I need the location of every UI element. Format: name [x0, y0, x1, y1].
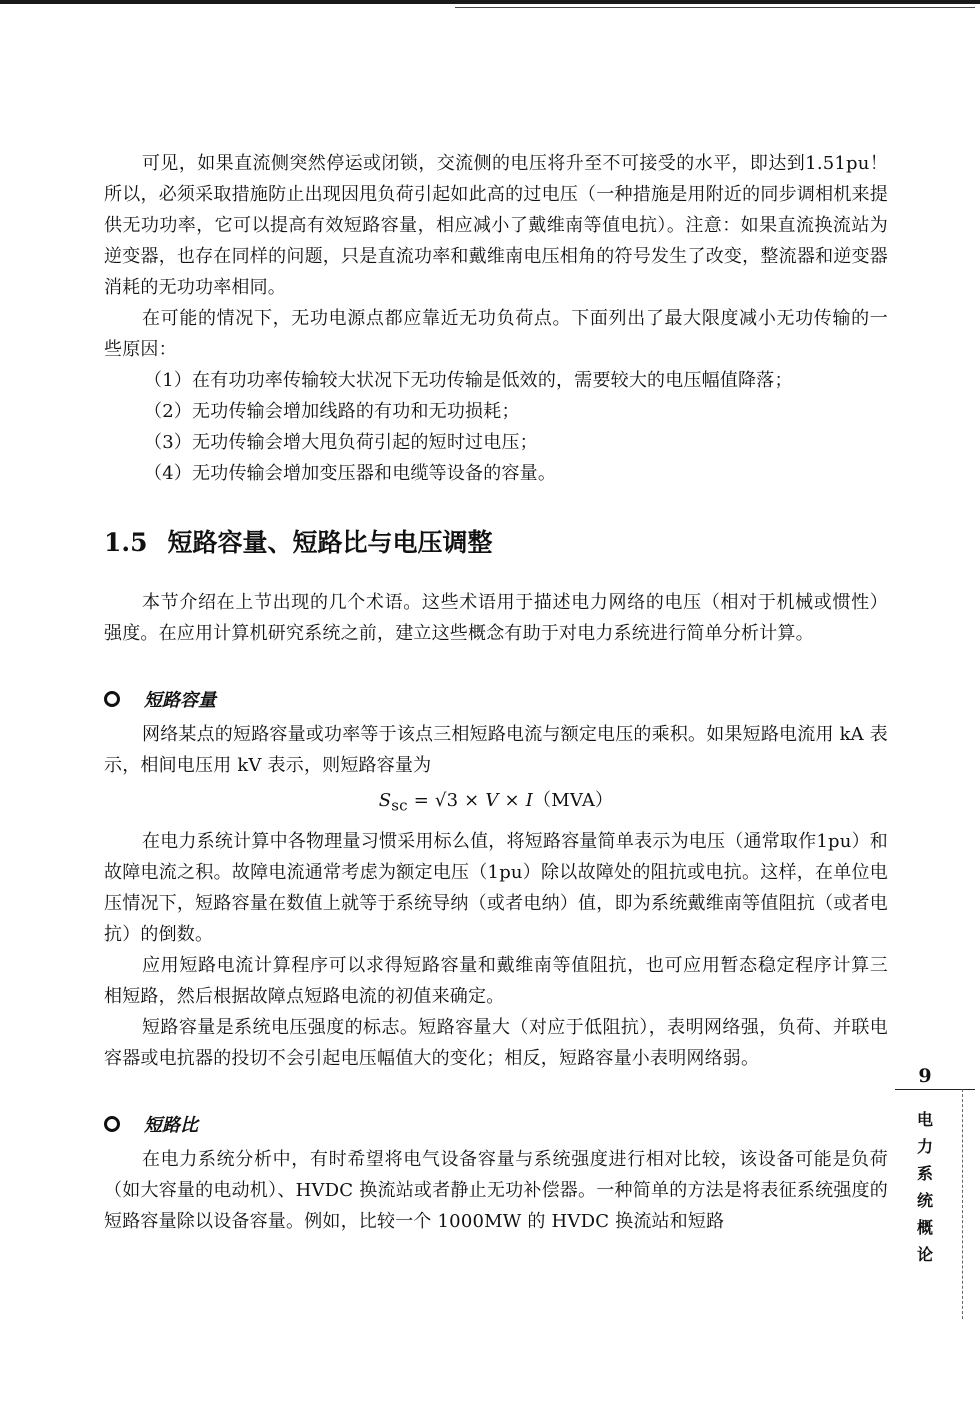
section-title: 短路容量、短路比与电压调整: [167, 528, 493, 557]
paragraph: 在可能的情况下，无功电源点都应靠近无功负荷点。下面列出了最大限度减小无功传输的一些原因：: [104, 308, 888, 360]
chapter-title-vertical: 电力系统概论: [916, 1110, 933, 1264]
formula-lhs-subscript: sc: [391, 796, 408, 815]
formula-i: I: [525, 790, 534, 811]
paragraph: 网络某点的短路容量或功率等于该点三相短路电流与额定电压的乘积。如果短路电流用 kA 表示，相间电压用 kV 表示，则短路容量为: [104, 724, 888, 776]
subsection-heading: [104, 683, 888, 715]
paragraph: 在电力系统计算中各物理量习惯采用标么值，将短路容量简单表示为电压（通常取作1pu）和故障电流之积。故障电流通常考虑为额定电压（1pu）除以故障处的阻抗或电抗。这样，在单位电压情况下，短路容量在数值上就等于系统导纳（或者电纳）值，即为系统戴维南等值阻抗（或者电抗）的倒数。: [104, 830, 888, 945]
paragraph: 在电力系统分析中，有时希望将电气设备容量与系统强度进行相对比较，该设备可能是负荷（如大容量的电动机）、HVDC 换流站或者静止无功补偿器。一种简单的方法是将表征系统强度的短路容量除以设备容量。例如，比较一个 1000MW 的 HVDC 换流站和短路: [104, 1148, 888, 1232]
formula: [104, 781, 888, 826]
subsection-title: 短路容量: [144, 690, 216, 711]
bullet-circle-icon: [104, 1116, 120, 1132]
paragraph: 短路容量是系统电压强度的标志。短路容量大（对应于低阻抗），表明网络强，负荷、并联电容器或电抗器的投切不会引起电压幅值大的变化；相反，短路容量小表明网络弱。: [104, 1016, 888, 1069]
bullet-circle-icon: [104, 691, 120, 707]
page-top-rule: [455, 0, 975, 8]
formula-lhs: S: [378, 790, 392, 811]
page-content: [104, 148, 888, 1237]
subsection-heading: [104, 1108, 888, 1140]
section-number: 1.5: [104, 528, 148, 557]
list-item: （2）无功传输会增加线路的有功和无功损耗；: [144, 401, 520, 422]
list-item: （1）在有功功率传输较大状况下无功传输是低效的，需要较大的电压幅值降落；: [144, 370, 793, 391]
margin-label: [905, 1066, 945, 1268]
list-item: （4）无功传输会增加变压器和电缆等设备的容量。: [144, 463, 557, 484]
section-heading: [104, 525, 888, 561]
formula-times: ×: [498, 790, 526, 811]
subsection-title: 短路比: [144, 1114, 198, 1136]
formula-unit: （MVA）: [533, 790, 614, 811]
list-item: （3）无功传输会增大甩负荷引起的短时过电压；: [144, 432, 538, 453]
paragraph: 可见，如果直流侧突然停运或闭锁，交流侧的电压将升至不可接受的水平，即达到1.51pu！所以，必须采取措施防止出现因甩负荷引起如此高的过电压（一种措施是用附近的同步调相机来提供无功功率，它可以提高有效短路容量，相应减小了戴维南等值电抗）。注意：如果直流换流站为逆变器，也存在同样的问题，只是直流功率和戴维南电压相角的符号发生了改变，整流器和逆变器消耗的无功功率相同。: [104, 153, 888, 298]
formula-v: V: [485, 790, 499, 811]
formula-rhs: = √3 ×: [407, 790, 486, 811]
page-number: 9: [918, 1065, 932, 1087]
paragraph: 应用短路电流计算程序可以求得短路容量和戴维南等值阻抗，也可应用暂态稳定程序计算三相短路，然后根据故障点短路电流的初值来确定。: [104, 954, 888, 1007]
margin-dashed-rule: [962, 1089, 963, 1319]
section-intro: 本节介绍在上节出现的几个术语。这些术语用于描述电力网络的电压（相对于机械或惯性）强度。在应用计算机研究系统之前，建立这些概念有助于对电力系统进行简单分析计算。: [104, 592, 888, 644]
